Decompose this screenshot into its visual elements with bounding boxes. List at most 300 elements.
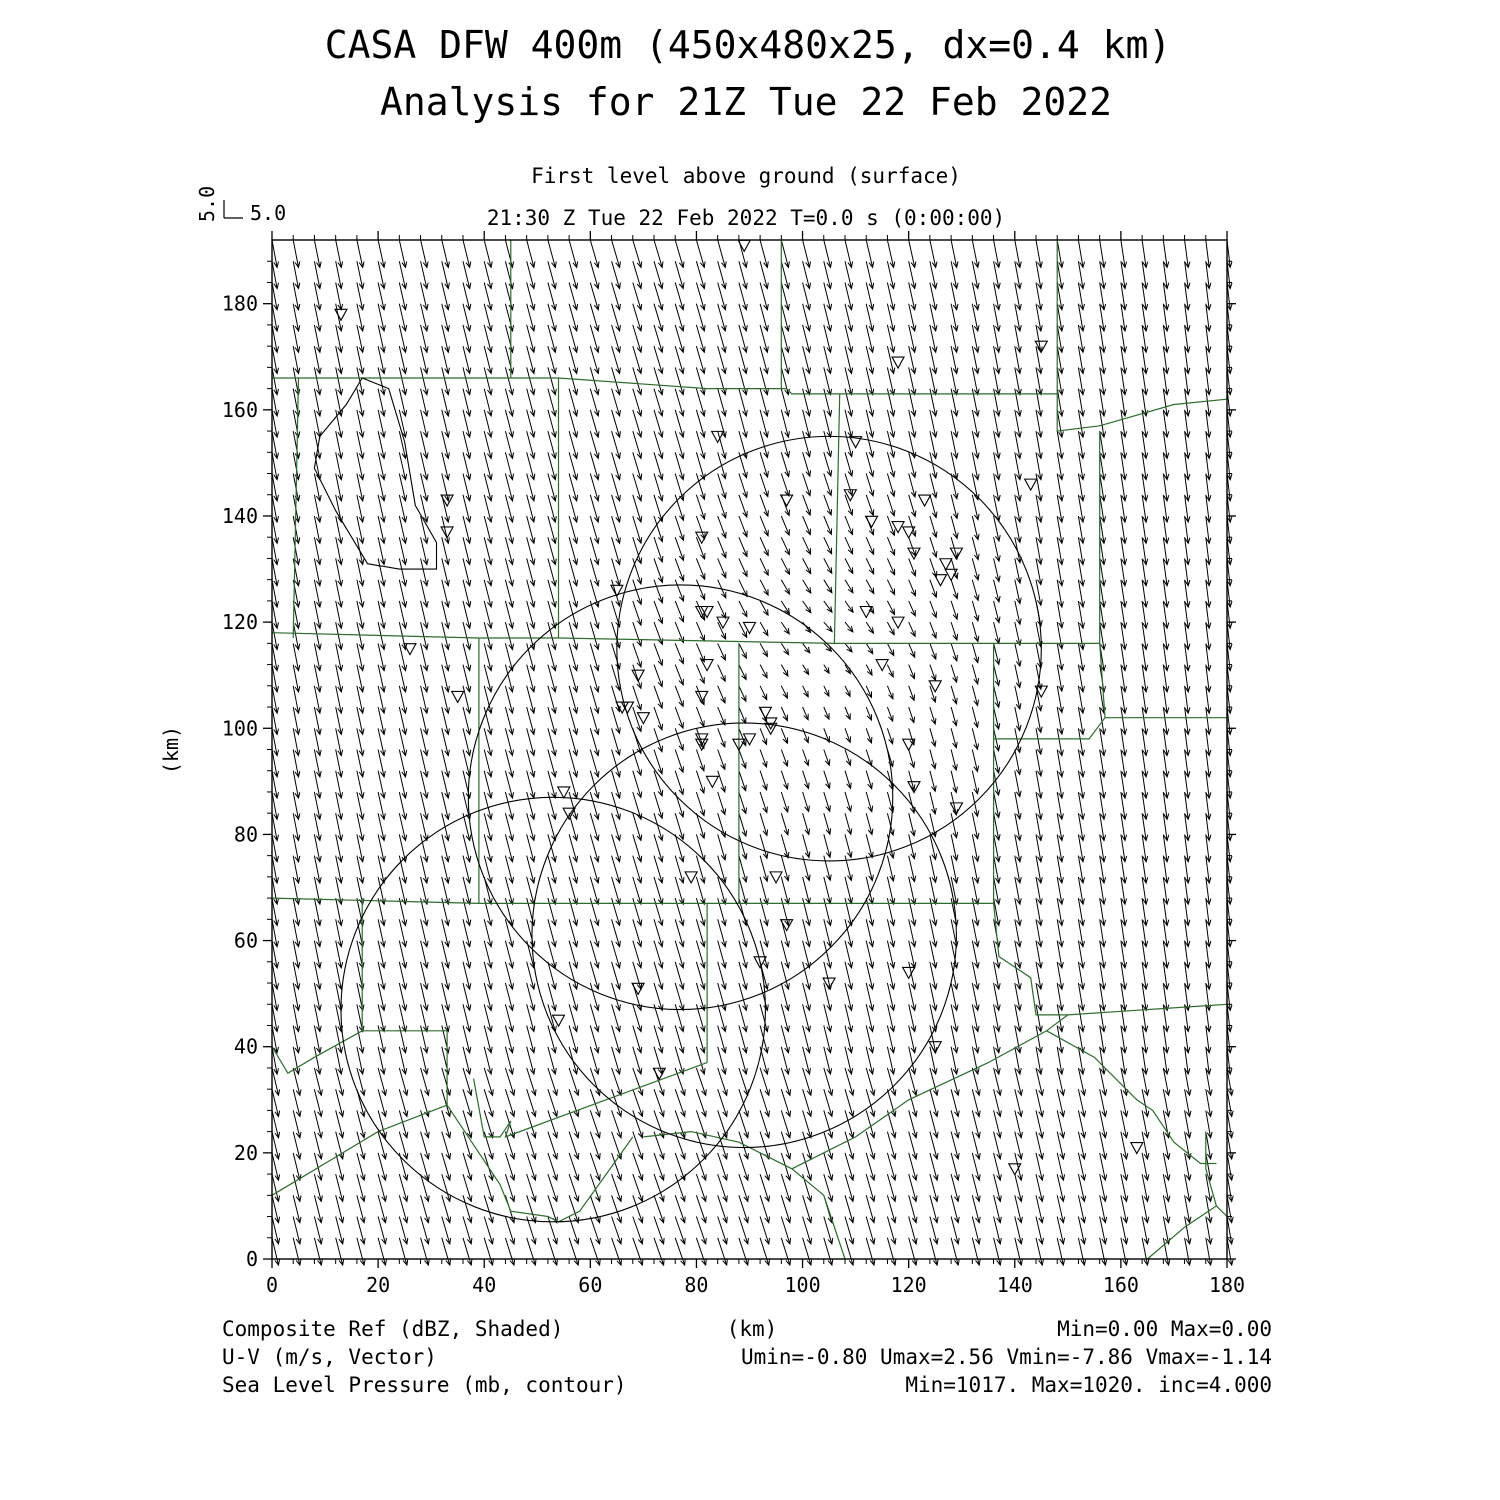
- x-tick-label: 20: [366, 1273, 391, 1297]
- wind-vector: [845, 707, 850, 719]
- wind-vector: [718, 558, 726, 577]
- wind-vector: [994, 580, 1001, 602]
- wind-vector: [484, 240, 492, 267]
- wind-vector: [760, 813, 768, 835]
- wind-vector: [909, 643, 915, 657]
- wind-vector: [803, 558, 811, 573]
- wind-vector: [845, 686, 850, 697]
- wind-vector: [1185, 240, 1190, 267]
- wind-vector: [654, 665, 663, 687]
- wind-vector: [696, 771, 704, 793]
- wind-vector: [739, 834, 747, 859]
- wind-vector: [994, 622, 1000, 643]
- legend-ref-label: Composite Ref (dBZ, Shaded): [222, 1317, 564, 1341]
- wind-vector: [803, 686, 809, 697]
- wind-vector: [887, 537, 894, 555]
- wind-vector: [739, 771, 746, 791]
- wind-vector: [718, 771, 726, 792]
- wind-vector: [824, 771, 830, 789]
- wind-vector: [633, 643, 642, 667]
- wind-vector: [442, 240, 450, 267]
- wind-vector: [760, 728, 767, 744]
- boundary-line: [1057, 240, 1227, 431]
- y-tick-label: 180: [221, 291, 258, 316]
- wind-vector: [824, 686, 829, 696]
- wind-vector: [1163, 240, 1169, 267]
- station-marker: [1025, 479, 1037, 490]
- wind-vector: [739, 537, 747, 556]
- wind-vector: [972, 240, 979, 267]
- y-tick-label: 60: [233, 928, 258, 953]
- wind-vector: [951, 558, 958, 578]
- wind-vector: [654, 707, 663, 730]
- wind-vector: [824, 750, 830, 766]
- wind-vector: [718, 686, 725, 703]
- station-marker: [940, 559, 952, 570]
- wind-vector: [505, 240, 513, 267]
- wind-vector: [803, 728, 809, 742]
- y-tick-label: 80: [233, 822, 258, 847]
- wind-vector: [696, 792, 704, 816]
- wind-vector: [718, 750, 726, 770]
- wind-vector: [760, 240, 768, 267]
- wind-vector: [675, 622, 683, 642]
- wind-vector: [994, 686, 1000, 708]
- station-marker: [1131, 1143, 1143, 1154]
- wind-vector: [633, 601, 642, 625]
- wind-vector: [930, 665, 936, 681]
- legend-wind-range: Umin=-0.80 Umax=2.56 Vmin=-7.86 Vmax=-1.14: [740, 1345, 1272, 1369]
- legend-pressure-range: Min=1017. Max=1020. inc=4.000: [905, 1373, 1272, 1397]
- wind-vector: [887, 580, 894, 595]
- wind-vector: [845, 728, 851, 742]
- wind-vector: [909, 665, 915, 679]
- wind-vector: [824, 558, 832, 573]
- wind-vector: [972, 580, 979, 601]
- wind-vector: [718, 516, 726, 538]
- wind-vector: [972, 601, 979, 621]
- wind-vector: [972, 771, 978, 794]
- x-tick-label: 180: [1208, 1273, 1246, 1297]
- wind-vector: [972, 643, 978, 662]
- wind-vector: [760, 750, 767, 768]
- wind-vector: [696, 580, 704, 600]
- wind-vector: [951, 750, 957, 771]
- wind-vector: [293, 240, 300, 267]
- wind-vector: [994, 728, 1000, 751]
- wind-vector: [781, 558, 789, 574]
- wind-vector: [675, 240, 684, 267]
- wind-vector: [909, 771, 915, 791]
- legend-wind-label: U-V (m/s, Vector): [222, 1345, 437, 1369]
- wind-vector: [1015, 750, 1021, 775]
- wind-vector: [824, 240, 832, 267]
- wind-vector: [760, 834, 768, 858]
- wind-vector: [781, 813, 788, 835]
- wind-vector: [675, 558, 684, 580]
- station-marker: [903, 967, 915, 978]
- wind-vector: [718, 643, 726, 660]
- wind-vector: [739, 558, 747, 576]
- wind-vector: [866, 771, 872, 789]
- wind-vector: [866, 558, 874, 574]
- wind-vector: [887, 601, 894, 615]
- wind-vector: [845, 792, 852, 811]
- wind-vector: [951, 686, 957, 704]
- axes: [222, 231, 1245, 1297]
- x-tick-label: 80: [684, 1273, 709, 1297]
- wind-vector: [696, 622, 704, 641]
- wind-vector: [739, 601, 747, 617]
- wind-vector: [675, 665, 683, 685]
- wind-vector: [803, 516, 811, 535]
- wind-vector: [909, 580, 916, 596]
- wind-vector: [824, 856, 831, 881]
- wind-vector: [845, 750, 851, 766]
- wind-vector: [866, 537, 874, 554]
- wind-vector: [781, 728, 787, 743]
- wind-vector: [972, 622, 979, 642]
- wind-vector: [654, 643, 663, 665]
- wind-vector: [909, 240, 916, 267]
- station-marker: [744, 622, 756, 633]
- wind-vector: [760, 622, 768, 636]
- wind-vector: [866, 240, 874, 267]
- wind-vector: [633, 240, 642, 267]
- station-marker: [892, 357, 904, 368]
- wind-vector: [803, 495, 811, 515]
- wind-vector: [760, 771, 767, 790]
- wind-vector: [803, 643, 810, 652]
- wind-vector: [739, 856, 747, 882]
- boundary-line: [447, 1105, 633, 1222]
- wind-vector: [760, 495, 768, 516]
- wind-vector: [845, 580, 853, 593]
- wind-vector: [909, 813, 916, 836]
- wind-vector: [909, 495, 916, 517]
- wind-vector: [781, 750, 788, 767]
- wind-vector: [803, 622, 811, 632]
- wind-vector: [1015, 686, 1021, 709]
- wind-vector: [675, 686, 683, 707]
- wind-vector: [696, 707, 704, 727]
- wind-vector: [781, 665, 788, 676]
- wind-vector: [760, 516, 768, 536]
- x-tick-label: 40: [472, 1273, 497, 1297]
- wind-vector: [463, 240, 471, 267]
- wind-vector: [718, 537, 726, 558]
- wind-vector: [887, 240, 894, 267]
- wind-vector: [527, 240, 535, 267]
- wind-vector: [675, 707, 683, 728]
- wind-vector: [803, 601, 811, 613]
- wind-vector: [824, 516, 832, 534]
- wind-vector: [866, 856, 873, 881]
- wind-vector: [887, 558, 894, 574]
- wind-vector: [654, 622, 663, 644]
- wind-vector: [824, 665, 829, 674]
- wind-vector: [887, 856, 894, 881]
- wind-vector: [887, 622, 894, 635]
- station-marker: [892, 617, 904, 628]
- wind-vector: [803, 474, 811, 496]
- time-label: 21:30 Z Tue 22 Feb 2022 T=0.0 s (0:00:00): [486, 206, 1006, 230]
- wind-vector: [824, 834, 831, 857]
- y-tick-label: 20: [233, 1140, 258, 1165]
- wind-vector: [675, 601, 684, 622]
- wind-vector: [887, 707, 893, 721]
- x-tick-label: 60: [578, 1273, 603, 1297]
- wind-vector: [951, 813, 958, 838]
- wind-vector: [421, 240, 429, 267]
- wind-vector: [696, 813, 704, 838]
- wind-vector: [760, 537, 768, 555]
- wind-vector: [994, 792, 1000, 818]
- wind-vector: [654, 580, 663, 603]
- wind-vector: [866, 495, 874, 516]
- wind-vector: [930, 771, 936, 792]
- wind-vector: [951, 580, 958, 599]
- boundary-line: [293, 378, 298, 638]
- wind-vector: [866, 580, 874, 594]
- wind-vector: [909, 516, 916, 536]
- wind-vector: [866, 643, 873, 653]
- boundary-line: [834, 394, 839, 644]
- wind-vector: [951, 643, 957, 661]
- wind-vector: [824, 537, 832, 554]
- wind-vector: [824, 707, 829, 719]
- wind-vector: [654, 686, 663, 708]
- boundary-line: [994, 718, 1105, 739]
- wind-vector: [845, 813, 852, 834]
- wind-vector: [930, 601, 937, 618]
- wind-vector: [994, 771, 1000, 796]
- wind-vector: [994, 707, 1000, 729]
- wind-vector: [866, 707, 871, 720]
- vector-scale-key: [195, 186, 286, 225]
- wind-vector: [951, 240, 958, 267]
- wind-vector: [972, 813, 979, 839]
- wind-vector: [951, 707, 957, 726]
- wind-vector: [887, 643, 893, 655]
- wind-vector: [845, 834, 852, 857]
- wind-vector: [824, 813, 831, 834]
- wind-vector: [866, 622, 873, 633]
- station-marker: [696, 691, 708, 702]
- wind-vector: [930, 750, 936, 769]
- wind-vector: [675, 750, 683, 773]
- station-marker: [950, 803, 962, 814]
- wind-vector: [803, 813, 810, 834]
- wind-vector: [909, 750, 915, 768]
- wind-vector: [824, 474, 832, 496]
- station-marker: [770, 872, 782, 883]
- wind-vector: [760, 580, 768, 595]
- wind-vector: [845, 771, 851, 789]
- vector-scale-y-label: 5.0: [195, 185, 219, 222]
- wind-vector: [887, 495, 895, 516]
- wind-vector: [1142, 240, 1148, 267]
- wind-vector: [718, 240, 727, 267]
- wind-vector: [824, 792, 831, 811]
- wind-vector: [803, 834, 810, 857]
- wind-vector: [866, 792, 873, 812]
- wind-vector: [951, 792, 958, 815]
- wind-vector: [675, 580, 684, 601]
- wind-vector: [803, 537, 811, 554]
- wind-vector: [1100, 240, 1106, 267]
- wind-vector: [781, 834, 789, 857]
- pressure-contour: [314, 378, 436, 569]
- wind-vector: [951, 728, 957, 748]
- wind-vector: [845, 558, 853, 573]
- wind-vector: [272, 240, 279, 267]
- wind-vector: [739, 792, 747, 814]
- wind-vector: [739, 622, 747, 637]
- wind-vector: [909, 707, 915, 723]
- wind-vector: [675, 813, 684, 839]
- pressure-contours: [314, 378, 436, 569]
- wind-vector: [803, 707, 809, 720]
- wind-vector: [718, 601, 726, 618]
- wind-vector: [951, 601, 958, 619]
- wind-vector: [1015, 707, 1021, 731]
- wind-vector: [654, 558, 663, 582]
- station-marker: [919, 495, 931, 506]
- wind-vector: [739, 665, 746, 680]
- x-axis-label: (km): [726, 1317, 778, 1341]
- y-tick-label: 40: [233, 1034, 258, 1059]
- wind-vector: [781, 622, 789, 634]
- wind-vector: [1227, 240, 1232, 267]
- wind-vector: [803, 240, 811, 267]
- station-marker: [637, 713, 649, 724]
- station-marker: [717, 617, 729, 628]
- wind-vector: [824, 495, 832, 515]
- wind-vector: [951, 622, 958, 640]
- wind-vector: [781, 474, 789, 497]
- wind-vector: [378, 240, 385, 267]
- station-marker: [706, 776, 718, 787]
- wind-vector: [760, 686, 767, 700]
- wind-vector: [909, 686, 915, 701]
- wind-vector: [803, 771, 810, 789]
- wind-vector: [951, 665, 957, 683]
- wind-vector: [1121, 240, 1127, 267]
- wind-vector: [972, 728, 978, 749]
- wind-vector: [972, 750, 978, 772]
- wind-vector: [633, 707, 642, 732]
- wind-vector: [909, 537, 916, 556]
- legend-ref-range: Min=0.00 Max=0.00: [1057, 1317, 1272, 1341]
- wind-vector: [930, 707, 936, 724]
- wind-vector: [781, 792, 788, 812]
- wind-vector: [696, 750, 704, 771]
- wind-vector: [548, 240, 556, 267]
- wind-vector: [739, 495, 747, 517]
- x-tick-label: 140: [996, 1273, 1033, 1297]
- wind-vector: [866, 665, 872, 676]
- wind-vector: [718, 728, 725, 747]
- wind-vector: [909, 728, 915, 745]
- wind-vector: [972, 686, 978, 706]
- wind-vector: [781, 686, 787, 698]
- wind-vector: [781, 240, 789, 267]
- station-marker: [685, 872, 697, 883]
- wind-vector: [760, 665, 767, 678]
- wind-vector: [357, 240, 364, 267]
- wind-vector: [760, 792, 767, 813]
- wind-vector: [654, 240, 663, 267]
- wind-vector: [845, 622, 853, 632]
- y-tick-label: 140: [221, 503, 258, 528]
- wind-vector: [739, 516, 747, 537]
- chart-subtitle: Analysis for 21Z Tue 22 Feb 2022: [379, 80, 1113, 124]
- wind-vector: [1015, 622, 1021, 645]
- wind-vector: [739, 750, 746, 769]
- x-tick-label: 0: [265, 1273, 279, 1297]
- wind-vector: [696, 728, 704, 748]
- wind-vector: [675, 643, 683, 663]
- x-tick-label: 160: [1102, 1273, 1139, 1297]
- wind-vector: [951, 771, 957, 793]
- wind-vector: [994, 643, 1000, 664]
- y-axis-label: (km): [159, 725, 183, 775]
- wind-vector: [866, 813, 873, 834]
- wind-vector: [887, 728, 893, 744]
- wind-vector-field: [272, 240, 1233, 1265]
- wind-vector: [930, 240, 937, 267]
- wind-vector: [760, 643, 767, 656]
- wind-vector: [845, 601, 853, 612]
- wind-vector: [590, 240, 599, 267]
- y-tick-label: 100: [221, 716, 258, 741]
- wind-vector: [718, 792, 726, 815]
- wind-vector: [569, 240, 578, 267]
- wind-vector: [824, 580, 832, 593]
- wind-vector: [994, 601, 1000, 623]
- x-tick-label: 100: [784, 1273, 821, 1297]
- wind-vector: [994, 750, 1000, 774]
- wind-vector: [930, 622, 936, 638]
- wind-vector: [1057, 240, 1063, 267]
- wind-vector: [781, 537, 789, 554]
- y-tick-label: 0: [245, 1247, 258, 1271]
- wind-vector: [845, 516, 853, 535]
- wind-vector: [1015, 240, 1022, 267]
- wind-vector: [612, 240, 621, 267]
- wind-vector: [314, 240, 321, 267]
- wind-vector: [887, 665, 893, 677]
- wind-vector: [972, 707, 978, 727]
- wind-vector: [696, 240, 705, 267]
- wind-vector: [972, 665, 978, 684]
- wind-vector: [994, 665, 1000, 686]
- legend-pressure-label: Sea Level Pressure (mb, contour): [222, 1373, 627, 1397]
- wind-vector: [675, 728, 683, 750]
- station-marker: [701, 660, 713, 671]
- wind-vector: [633, 686, 642, 710]
- wind-vector: [739, 813, 747, 836]
- wind-vector: [781, 707, 787, 721]
- wind-vector: [930, 792, 936, 814]
- wind-vector: [930, 537, 937, 557]
- wind-vector: [781, 771, 788, 789]
- wind-vector: [930, 580, 937, 598]
- wind-vector: [781, 856, 789, 881]
- wind-vector: [1036, 240, 1042, 267]
- wind-vector: [803, 792, 810, 812]
